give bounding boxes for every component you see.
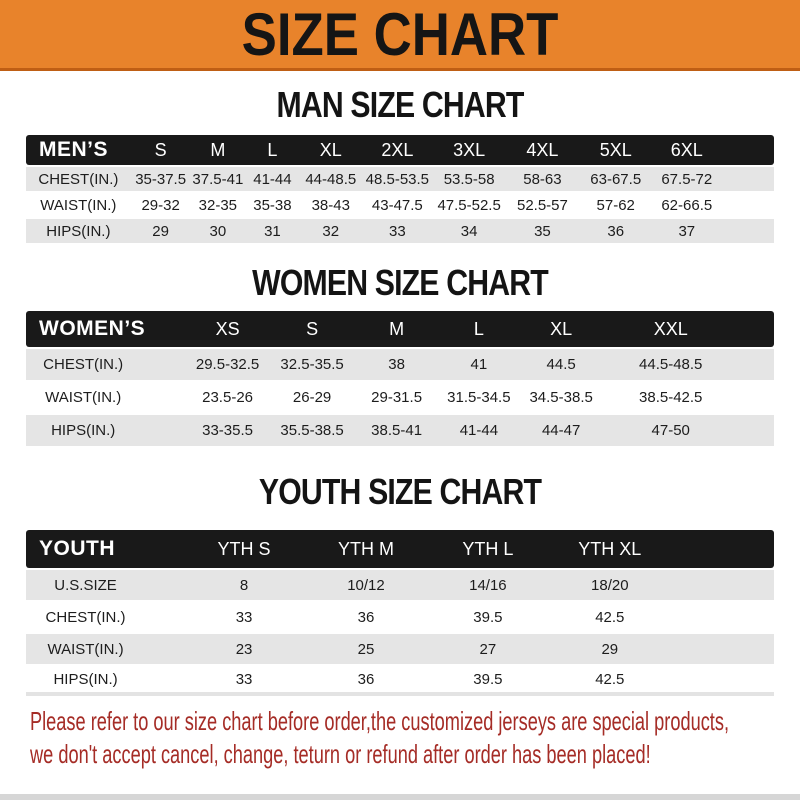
youth-cell-1-3: 42.5	[549, 600, 671, 632]
youth-col-header-2: YTH L	[427, 530, 549, 568]
youth-cell-1-0: 33	[183, 600, 305, 632]
men-col-header-3: XL	[300, 135, 362, 165]
youth-cell-0-2: 14/16	[427, 568, 549, 600]
women-cell-0-1: 32.5-35.5	[270, 347, 355, 380]
men-header-row	[26, 135, 774, 165]
men-cell-2-3: 32	[300, 217, 362, 243]
men-cell-2-0: 29	[131, 217, 191, 243]
youth-cell-3-0: 33	[183, 664, 305, 696]
men-cell-0-0: 35-37.5	[131, 165, 191, 191]
youth-row-spacer-1	[671, 600, 774, 632]
men-cell-1-0: 29-32	[131, 191, 191, 217]
women-cell-1-4: 34.5-38.5	[519, 380, 604, 413]
men-row-label-0: CHEST(IN.)	[26, 165, 131, 191]
women-cell-2-5: 47-50	[603, 413, 738, 446]
women-cell-1-3: 31.5-34.5	[439, 380, 519, 413]
youth-cell-1-1: 36	[305, 600, 427, 632]
women-cell-0-5: 44.5-48.5	[603, 347, 738, 380]
women-cell-2-2: 38.5-41	[354, 413, 439, 446]
women-cell-2-3: 41-44	[439, 413, 519, 446]
size-chart-banner	[0, 0, 800, 71]
disclaimer-line-1: Please refer to our size chart before order,the customized jerseys are special products,	[30, 706, 730, 736]
women-cell-0-3: 41	[439, 347, 519, 380]
youth-cell-3-2: 39.5	[427, 664, 549, 696]
women-cell-0-2: 38	[354, 347, 439, 380]
men-row-spacer-1	[722, 191, 774, 217]
men-cell-1-5: 47.5-52.5	[433, 191, 506, 217]
youth-section-title-text: YOUTH SIZE CHART	[258, 471, 542, 512]
women-section-title	[0, 261, 800, 305]
women-cell-1-2: 29-31.5	[354, 380, 439, 413]
women-cell-0-0: 29.5-32.5	[185, 347, 270, 380]
youth-row-spacer-0	[671, 568, 774, 600]
men-col-header-5: 3XL	[433, 135, 506, 165]
men-cell-0-5: 53.5-58	[433, 165, 506, 191]
women-col-header-3: L	[439, 311, 519, 347]
women-cell-1-0: 23.5-26	[185, 380, 270, 413]
disclaimer	[30, 705, 800, 771]
men-cell-1-6: 52.5-57	[505, 191, 579, 217]
men-col-header-2: L	[245, 135, 300, 165]
disclaimer-line-2: we don't accept cancel, change, teturn or refund after order has been placed!	[30, 739, 651, 769]
women-cell-1-5: 38.5-42.5	[603, 380, 738, 413]
youth-cell-2-0: 23	[183, 632, 305, 664]
men-cell-1-1: 32-35	[191, 191, 246, 217]
men-cell-2-7: 36	[579, 217, 652, 243]
women-cell-2-4: 44-47	[519, 413, 604, 446]
men-table-row-1	[26, 191, 774, 217]
men-cell-0-1: 37.5-41	[191, 165, 246, 191]
men-cell-1-7: 57-62	[579, 191, 652, 217]
banner-title: SIZE CHART	[241, 0, 559, 68]
men-cell-1-3: 38-43	[300, 191, 362, 217]
men-section-title	[0, 75, 800, 135]
youth-row-label-3: HIPS(IN.)	[26, 664, 183, 696]
women-row-label-1: WAIST(IN.)	[26, 380, 185, 413]
women-table-row-1	[26, 380, 774, 413]
youth-row-label-2: WAIST(IN.)	[26, 632, 183, 664]
men-col-header-1: M	[191, 135, 246, 165]
men-cell-0-7: 63-67.5	[579, 165, 652, 191]
men-cell-2-4: 33	[362, 217, 433, 243]
women-table-row-2	[26, 413, 774, 446]
women-col-header-5: XXL	[603, 311, 738, 347]
men-cell-2-2: 31	[245, 217, 300, 243]
youth-table-row-0	[26, 568, 774, 600]
men-cell-1-8: 62-66.5	[652, 191, 722, 217]
men-col-header-7: 5XL	[579, 135, 652, 165]
bottom-strip	[0, 794, 800, 800]
youth-col-header-0: YTH S	[183, 530, 305, 568]
women-row-spacer-0	[738, 347, 774, 380]
men-cell-2-1: 30	[191, 217, 246, 243]
youth-row-spacer-3	[671, 664, 774, 696]
youth-cell-3-3: 42.5	[549, 664, 671, 696]
youth-cell-0-0: 8	[183, 568, 305, 600]
youth-col-header-1: YTH M	[305, 530, 427, 568]
women-col-header-4: XL	[519, 311, 604, 347]
men-col-header-0: S	[131, 135, 191, 165]
men-cell-2-8: 37	[652, 217, 722, 243]
youth-row-label-0: U.S.SIZE	[26, 568, 183, 600]
men-row-spacer-0	[722, 165, 774, 191]
women-section-title-text: WOMEN SIZE CHART	[252, 262, 548, 303]
youth-table-row-1	[26, 600, 774, 632]
men-section-title-text: MAN SIZE CHART	[276, 84, 524, 125]
youth-cell-3-1: 36	[305, 664, 427, 696]
women-header-row	[26, 311, 774, 347]
youth-group-label: YOUTH	[26, 530, 183, 568]
youth-header-spacer	[671, 530, 774, 568]
women-cell-2-0: 33-35.5	[185, 413, 270, 446]
men-group-label: MEN’S	[26, 135, 131, 165]
men-row-label-2: HIPS(IN.)	[26, 217, 131, 243]
men-table-row-2	[26, 217, 774, 243]
youth-cell-2-3: 29	[549, 632, 671, 664]
women-size-table	[26, 311, 774, 446]
men-cell-1-4: 43-47.5	[362, 191, 433, 217]
women-group-label: WOMEN’S	[26, 311, 185, 347]
men-table-row-0	[26, 165, 774, 191]
women-row-spacer-2	[738, 413, 774, 446]
men-cell-1-2: 35-38	[245, 191, 300, 217]
women-col-header-0: XS	[185, 311, 270, 347]
men-cell-0-2: 41-44	[245, 165, 300, 191]
youth-section-title	[0, 470, 800, 514]
women-header-spacer	[738, 311, 774, 347]
men-cell-0-8: 67.5-72	[652, 165, 722, 191]
women-row-label-0: CHEST(IN.)	[26, 347, 185, 380]
men-col-header-8: 6XL	[652, 135, 722, 165]
men-row-label-1: WAIST(IN.)	[26, 191, 131, 217]
youth-col-header-3: YTH XL	[549, 530, 671, 568]
women-cell-2-1: 35.5-38.5	[270, 413, 355, 446]
women-cell-1-1: 26-29	[270, 380, 355, 413]
youth-cell-0-3: 18/20	[549, 568, 671, 600]
men-cell-0-6: 58-63	[505, 165, 579, 191]
men-header-spacer	[722, 135, 774, 165]
women-row-spacer-1	[738, 380, 774, 413]
youth-table-row-3	[26, 664, 774, 696]
women-col-header-1: S	[270, 311, 355, 347]
youth-cell-2-2: 27	[427, 632, 549, 664]
men-row-spacer-2	[722, 217, 774, 243]
men-size-table	[26, 135, 774, 243]
women-table-row-0	[26, 347, 774, 380]
youth-table-row-2	[26, 632, 774, 664]
youth-cell-0-1: 10/12	[305, 568, 427, 600]
women-row-label-2: HIPS(IN.)	[26, 413, 185, 446]
men-cell-2-6: 35	[505, 217, 579, 243]
women-cell-0-4: 44.5	[519, 347, 604, 380]
youth-header-row	[26, 530, 774, 568]
men-cell-0-4: 48.5-53.5	[362, 165, 433, 191]
men-col-header-6: 4XL	[505, 135, 579, 165]
youth-cell-1-2: 39.5	[427, 600, 549, 632]
youth-row-label-1: CHEST(IN.)	[26, 600, 183, 632]
men-cell-2-5: 34	[433, 217, 506, 243]
youth-cell-2-1: 25	[305, 632, 427, 664]
men-col-header-4: 2XL	[362, 135, 433, 165]
women-col-header-2: M	[354, 311, 439, 347]
youth-size-table	[26, 530, 774, 696]
men-cell-0-3: 44-48.5	[300, 165, 362, 191]
youth-row-spacer-2	[671, 632, 774, 664]
